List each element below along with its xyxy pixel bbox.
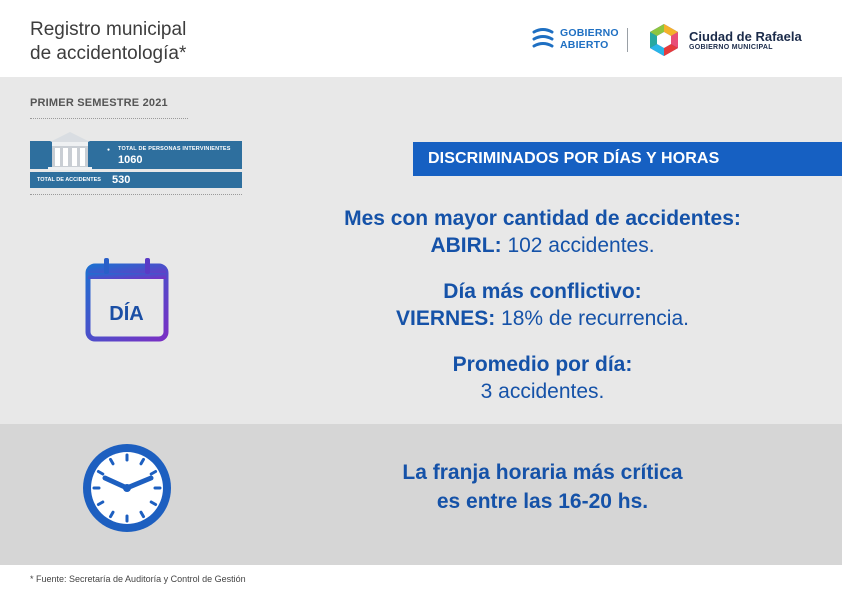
gobierno-text: GOBIERNO <box>560 27 619 39</box>
footnote: * Fuente: Secretaría de Auditoría y Control de Gestión <box>30 574 246 584</box>
accidentes-value: 530 <box>112 174 131 186</box>
calendar-icon <box>85 258 169 342</box>
title-line-2: de accidentología* <box>30 43 187 64</box>
accidentes-label: TOTAL DE ACCIDENTES <box>37 177 101 183</box>
page-title <box>30 18 186 66</box>
title-line-1: Registro municipal <box>30 19 187 40</box>
personas-label: TOTAL DE PERSONAS INTERVINIENTES <box>118 146 231 152</box>
banner-text: DISCRIMINADOS POR DÍAS Y HORAS <box>428 150 720 167</box>
mes-heading: Mes con mayor cantidad de accidentes: <box>344 207 741 230</box>
bullet-icon: ● <box>107 147 111 153</box>
dia-heading: Día más conflictivo: <box>443 280 642 303</box>
mes-block <box>280 205 805 259</box>
mes-key: ABIRL: <box>430 234 502 257</box>
gobierno-abierto-logo-icon <box>532 27 554 51</box>
promedio-heading: Promedio por día: <box>452 353 633 376</box>
franja-line-2: es entre las 16-20 hs. <box>436 490 649 513</box>
section-banner <box>413 142 842 176</box>
personas-stat <box>30 141 242 169</box>
ciudad-rafaela-name: Ciudad de Rafaela <box>689 29 802 44</box>
clock-icon <box>80 441 174 535</box>
dia-key: VIERNES: <box>396 307 496 330</box>
building-icon <box>46 130 94 170</box>
logo-divider <box>627 28 628 52</box>
calendar-label: DÍA <box>109 303 144 325</box>
promedio-value: 3 accidentes. <box>480 380 605 403</box>
abierto-text: ABIERTO <box>560 39 609 51</box>
mes-value: 102 accidentes. <box>507 234 655 257</box>
stats-box <box>30 141 242 188</box>
gobierno-abierto-logo <box>532 27 619 51</box>
personas-value: 1060 <box>118 154 143 166</box>
accidentes-stat <box>30 172 242 188</box>
dia-block <box>280 278 805 332</box>
ciudad-rafaela-logo <box>646 22 802 58</box>
semester-label: PRIMER SEMESTRE 2021 <box>30 97 168 109</box>
dia-value: 18% de recurrencia. <box>501 307 689 330</box>
dotted-divider-top <box>30 118 188 119</box>
ciudad-rafaela-logo-icon <box>646 22 682 58</box>
header <box>0 0 842 77</box>
franja-line-1: La franja horaria más crítica <box>402 461 683 484</box>
franja-block <box>330 458 755 516</box>
promedio-block <box>280 351 805 405</box>
gobierno-municipal-text: GOBIERNO MUNICIPAL <box>689 44 773 51</box>
dotted-divider-bottom <box>30 194 242 195</box>
